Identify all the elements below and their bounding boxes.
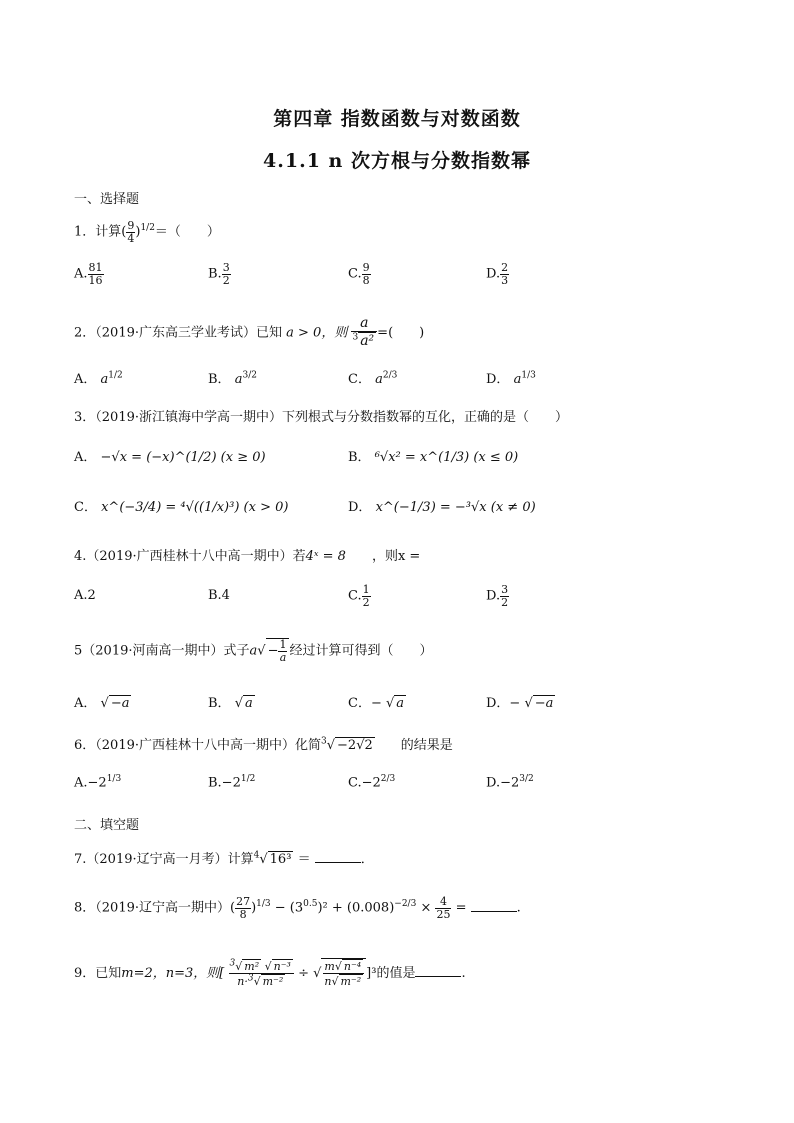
q5-option-b: B． √ a — [208, 696, 253, 711]
question-2: 2．（2019·广东高三学业考试）已知 a > 0，则 $\frac{a}{^3 a^2}$ =( ) — [74, 315, 425, 349]
question-7: 7.（2019·辽宁高一月考）计算$^4$√ 16³ ＝ ． — [74, 850, 374, 867]
chapter-title: 第四章 指数函数与对数函数 — [273, 108, 521, 130]
part-heading-choice: 一、选择题 — [74, 192, 140, 207]
q5-option-c: C．− √ a — [348, 696, 405, 711]
q3-option-b: B． ⁶√x² = x^(1/3) (x ≤ 0) — [348, 450, 519, 465]
q4-option-d: D. $\frac{3}{2}$ — [486, 583, 509, 609]
q3-option-c: C． x^(−3/4) = ⁴√((1/x)³) (x > 0) — [74, 500, 289, 515]
q4-option-c: C. $\frac{1}{2}$ — [348, 583, 370, 609]
question-4: 4.（2019·广西桂林十八中高一期中）若4ˣ = 8 ，则x = — [74, 549, 421, 564]
answer-blank[interactable] — [315, 862, 361, 863]
q5-option-a: A． √ −a — [74, 696, 130, 711]
q2-option-b: B． $a^{3/2}$ — [208, 370, 257, 387]
q1-option-a: A. $\frac{81}{16}$ — [74, 261, 103, 287]
q5-option-d: D．− √ −a — [486, 696, 554, 711]
q3-option-d: D． x^(−1/3) = −³√x (x ≠ 0) — [348, 500, 536, 515]
question-9: 9．已知m=2，n=3，则[ $\frac{^3√ m^2 √ n^{-3}}{n\cdot^3√ m^{-2}}$ ÷ √ $\frac{\text{m√ n⁻⁴}}{\text{n√ m⁻²}}$ ]³的值是 . — [74, 958, 466, 989]
section-title: 4.1.1 n 次方根与分数指数幂 — [263, 150, 531, 172]
question-8: 8．（2019·辽宁高一期中）( $\frac{27}{8}$ )$^{1/3} - (3^{0.5})^2 + (0.008)^{-2/3}$ × $\frac{4}{25}$ = . — [74, 895, 521, 921]
question-5: 5（2019·河南高一期中）式子a√ − $\frac{1}{a}$ 经过计算可得到（ ） — [74, 638, 433, 664]
q4-option-b: B.4 — [208, 588, 230, 603]
question-3: 3．（2019·浙江镇海中学高一期中）下列根式与分数指数幂的互化，正确的是（ ） — [74, 410, 568, 425]
q6-option-b: $B.-2^{1/2}$ — [208, 774, 256, 791]
q1-option-d: D. $\frac{2}{3}$ — [486, 261, 509, 287]
q4-option-a: A.2 — [74, 588, 96, 603]
q2-option-a: A． $a^{1/2}$ — [74, 370, 123, 387]
q1-option-c: C. $\frac{9}{8}$ — [348, 261, 370, 287]
answer-blank[interactable] — [471, 911, 517, 912]
question-1: 1．计算( $\frac{9}{4}$ )$^{1/2}$＝（ ） — [74, 219, 220, 245]
answer-blank[interactable] — [415, 976, 461, 977]
part-heading-fill: 二、填空题 — [74, 818, 140, 833]
q3-option-a: A． −√x = (−x)^(1/2) (x ≥ 0) — [74, 450, 266, 465]
q6-option-a: $A.-2^{1/3}$ — [74, 774, 122, 791]
q6-option-d: $D.-2^{3/2}$ — [486, 774, 534, 791]
q6-option-c: $C.-2^{2/3}$ — [348, 774, 396, 791]
q1-option-b: B. $\frac{3}{2}$ — [208, 261, 230, 287]
q2-option-d: D． $a^{1/3}$ — [486, 370, 536, 387]
question-6: 6．（2019·广西桂林十八中高一期中）化简$^3$√ −2√2 的结果是 — [74, 736, 453, 753]
q2-option-c: C． $a^{2/3}$ — [348, 370, 398, 387]
